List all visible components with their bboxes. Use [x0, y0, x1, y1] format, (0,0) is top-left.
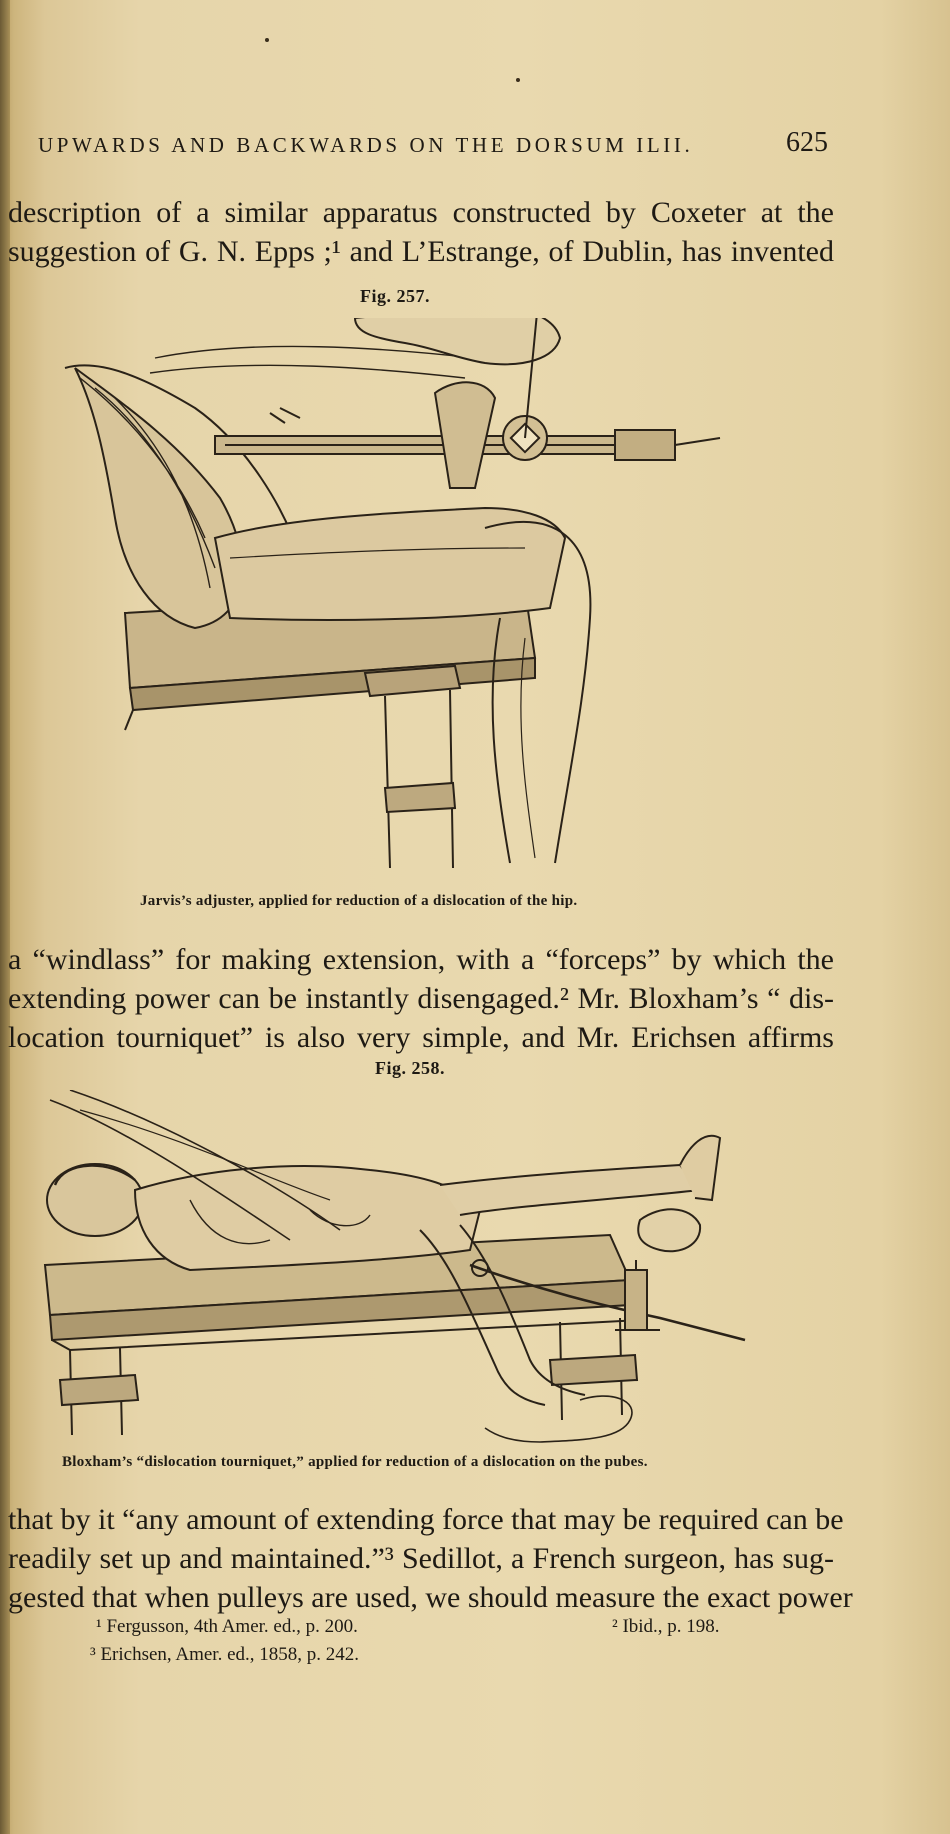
text-line: suggestion of G. N. Epps ;¹ and L’Estrange, of Dublin, has invented	[8, 235, 834, 268]
paragraph-2	[8, 940, 834, 1057]
figure-257-caption: Jarvis’s adjuster, applied for reduction of a dislocation of the hip.	[140, 893, 578, 909]
text-line: description of a similar apparatus constructed by Coxeter at the	[8, 196, 834, 229]
text-line: readily set up and maintained.”³ Sedillot, a French surgeon, has sug-	[8, 1542, 834, 1575]
figure-257-illustration	[55, 318, 785, 878]
text-line: gested that when pulleys are used, we should measure the exact power	[8, 1581, 853, 1614]
paper-speck	[516, 78, 520, 82]
text-line: location tourniquet” is also very simple, and Mr. Erichsen affirms	[8, 1021, 834, 1054]
text-line: extending power can be instantly disengaged.² Mr. Bloxham’s “ dis-	[8, 982, 834, 1015]
running-title: UPWARDS AND BACKWARDS ON THE DORSUM ILII.	[38, 133, 694, 157]
figure-257-label: Fig. 257.	[360, 286, 430, 306]
figure-258-caption: Bloxham’s “dislocation tourniquet,” applied for reduction of a dislocation on the pubes.	[62, 1454, 648, 1470]
figure-258-illustration	[40, 1090, 830, 1450]
text-line: a “windlass” for making extension, with a “forceps” by which the	[8, 943, 834, 976]
paragraph-1	[8, 193, 834, 271]
footnote-1: ¹ Fergusson, 4th Amer. ed., p. 200.	[96, 1616, 358, 1637]
figure-258-label: Fig. 258.	[375, 1058, 445, 1078]
footnote-3: ³ Erichsen, Amer. ed., 1858, p. 242.	[90, 1644, 360, 1665]
footnote-2: ² Ibid., p. 198.	[612, 1616, 720, 1637]
text-line: that by it “any amount of extending force that may be required can be	[8, 1503, 844, 1536]
paragraph-3	[8, 1500, 853, 1617]
page-number: 625	[786, 127, 828, 158]
running-header	[38, 127, 828, 158]
paper-speck	[265, 38, 269, 42]
